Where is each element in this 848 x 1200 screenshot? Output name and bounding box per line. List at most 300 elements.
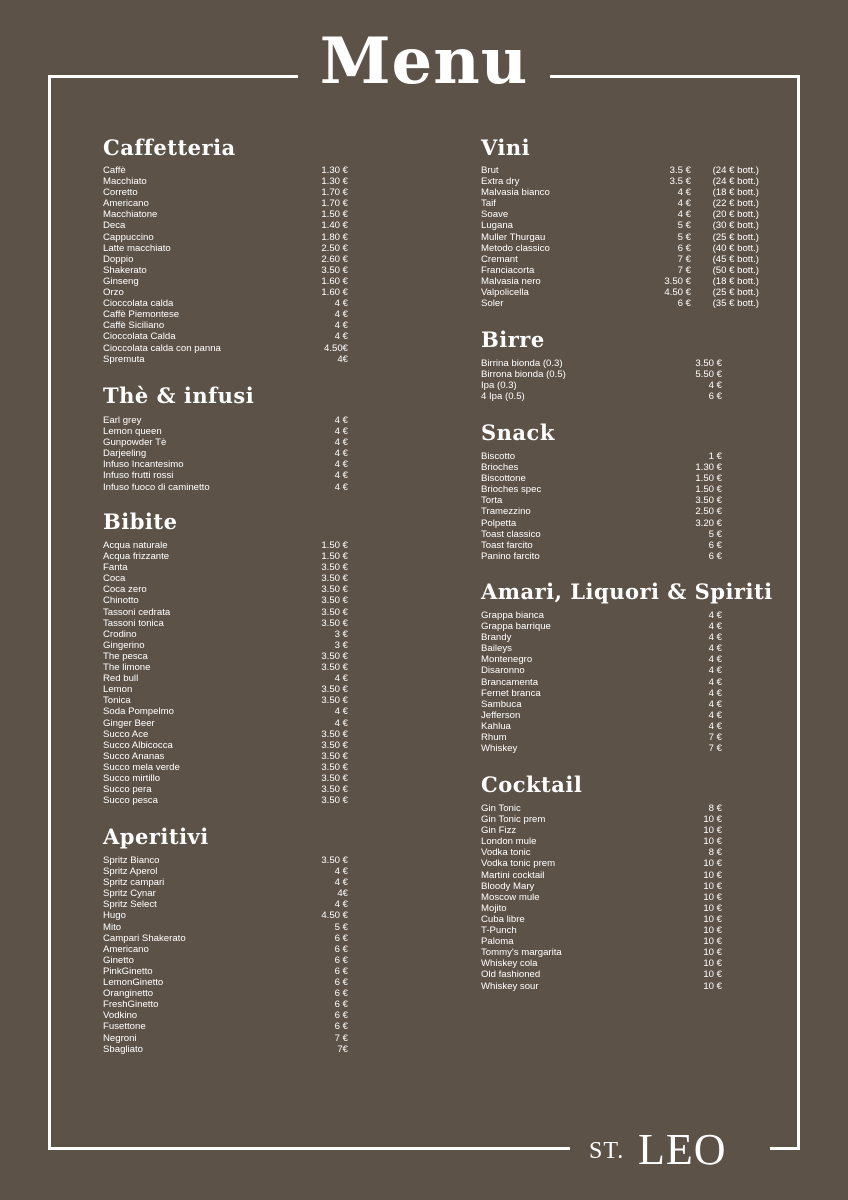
menu-item-name: London mule <box>481 836 537 848</box>
menu-item <box>103 320 348 331</box>
list-bibite <box>103 540 348 806</box>
menu-item-price: 4 € <box>334 298 348 310</box>
menu-item-price: 4 € <box>334 309 348 321</box>
menu-item-price: 6 € <box>677 242 691 254</box>
menu-item-price: 7 € <box>708 732 722 744</box>
menu-item-price: 3.50 € <box>321 750 348 762</box>
menu-item-name: Red bull <box>103 673 139 685</box>
menu-item-bottle-price: (30 € bott.) <box>712 220 759 232</box>
menu-item <box>103 415 348 426</box>
menu-item-name: Muller Thurgau <box>481 231 546 243</box>
menu-item-price: 10 € <box>703 936 722 948</box>
menu-item-price: 3.50 € <box>664 275 691 287</box>
menu-item-price: 1.70 € <box>321 187 348 199</box>
menu-item <box>103 198 348 209</box>
menu-item-name: Succo mirtillo <box>103 772 161 784</box>
menu-item-price: 6 € <box>334 943 348 955</box>
menu-item <box>103 220 348 231</box>
menu-item-price: 3.50 € <box>321 573 348 585</box>
menu-item <box>103 584 348 595</box>
menu-item-name: Biscotto <box>481 451 516 462</box>
menu-item-price: 3.50 € <box>321 784 348 796</box>
menu-item-name: Taif <box>481 198 496 210</box>
menu-item-name: Whiskey sour <box>481 980 539 992</box>
menu-item-price: 6 € <box>334 1021 348 1033</box>
menu-item-price: 8 € <box>708 803 722 814</box>
menu-item <box>103 706 348 717</box>
menu-item <box>103 187 348 198</box>
menu-item <box>103 999 348 1010</box>
menu-item <box>481 391 722 402</box>
menu-item-price: 4 € <box>334 426 348 438</box>
menu-item <box>103 773 348 784</box>
menu-item-name: Tassoni tonica <box>103 617 164 629</box>
menu-item <box>103 562 348 573</box>
menu-item-name: Gin Fizz <box>481 825 517 837</box>
menu-item-name: Campari Shakerato <box>103 932 186 944</box>
menu-item-name: Deca <box>103 220 126 232</box>
menu-item <box>481 220 759 231</box>
menu-item <box>103 784 348 795</box>
menu-item-price: 4 € <box>334 415 348 426</box>
menu-item <box>481 710 722 721</box>
menu-item-name: Cremant <box>481 253 518 265</box>
menu-item <box>481 847 722 858</box>
menu-item-name: Mito <box>103 921 122 933</box>
menu-item-name: Grappa bianca <box>481 610 544 621</box>
menu-item-name: Jefferson <box>481 709 521 721</box>
menu-item-price: 3.50 € <box>321 606 348 618</box>
menu-item-bottle-price: (24 € bott.) <box>712 165 759 176</box>
menu-item-price: 10 € <box>703 880 722 892</box>
menu-item <box>481 551 722 562</box>
menu-item-price: 4.50€ <box>323 342 348 354</box>
menu-item-price: 3.50 € <box>321 795 348 807</box>
menu-item <box>103 1021 348 1032</box>
menu-item <box>481 298 759 309</box>
menu-item-price: 1 € <box>708 451 722 462</box>
menu-item-price: 4 € <box>708 632 722 644</box>
menu-item <box>481 903 722 914</box>
logo-leo: LEO <box>638 1125 727 1174</box>
menu-item-price: 7 € <box>677 253 691 265</box>
menu-item <box>481 287 759 298</box>
menu-item-name: Toast classico <box>481 528 541 540</box>
menu-item-bottle-price: (24 € bott.) <box>712 176 759 188</box>
menu-item <box>481 699 722 710</box>
menu-item-name: Ginseng <box>103 275 139 287</box>
menu-item-name: Birrina bionda (0.3) <box>481 358 563 369</box>
menu-item-price: 4 € <box>708 610 722 621</box>
menu-item <box>103 933 348 944</box>
menu-item-price: 4 € <box>708 698 722 710</box>
menu-item-name: Americano <box>103 198 149 210</box>
menu-item-price: 3.50 € <box>321 584 348 596</box>
menu-item-price: 10 € <box>703 814 722 826</box>
menu-item <box>481 232 759 243</box>
menu-item-price: 4 € <box>334 706 348 718</box>
menu-item <box>481 643 722 654</box>
menu-item-name: T-Punch <box>481 925 517 937</box>
menu-item-name: Whiskey cola <box>481 958 538 970</box>
menu-item <box>103 795 348 806</box>
menu-item <box>481 814 722 825</box>
menu-item-bottle-price: (35 € bott.) <box>712 298 759 310</box>
menu-item-name: Spritz campari <box>103 877 165 889</box>
menu-item-price: 4 € <box>334 877 348 889</box>
menu-item <box>103 944 348 955</box>
menu-item <box>103 629 348 640</box>
menu-item <box>103 966 348 977</box>
menu-item <box>103 1010 348 1021</box>
menu-item-name: Chinotto <box>103 595 139 607</box>
menu-item-price: 10 € <box>703 858 722 870</box>
menu-item-price: 6 € <box>708 391 722 403</box>
menu-item-name: Darjeeling <box>103 448 147 460</box>
section-title-amari: Amari, Liquori & Spiriti <box>481 579 773 604</box>
menu-item-price: 2.50 € <box>321 242 348 254</box>
menu-item-name: Succo Ace <box>103 728 149 740</box>
menu-item-price: 3.50 € <box>321 595 348 607</box>
menu-item <box>481 484 722 495</box>
section-title-birre: Birre <box>481 327 545 352</box>
menu-item-name: Brancamenta <box>481 676 539 688</box>
menu-item <box>481 914 722 925</box>
menu-item <box>103 922 348 933</box>
menu-item-name: Montenegro <box>481 654 533 666</box>
menu-item-name: Cappuccino <box>103 231 154 243</box>
menu-item-price: 3.50 € <box>321 662 348 674</box>
menu-item <box>481 495 722 506</box>
menu-item-price: 4 € <box>334 899 348 911</box>
menu-item <box>481 947 722 958</box>
menu-item-price: 1.50 € <box>695 473 722 485</box>
menu-item-price: 4 € <box>677 198 691 210</box>
page-title: Menu <box>319 24 529 99</box>
menu-item <box>481 632 722 643</box>
menu-item-name: The limone <box>103 662 151 674</box>
menu-item-price: 3.50 € <box>321 772 348 784</box>
menu-item-name: Spritz Cynar <box>103 888 156 900</box>
list-aperitivi <box>103 855 348 1055</box>
menu-item-name: Valpolicella <box>481 287 529 299</box>
menu-item <box>481 451 722 462</box>
list-snack <box>481 451 722 562</box>
menu-item <box>103 855 348 866</box>
menu-item-name: Crodino <box>103 628 137 640</box>
menu-item-price: 4 € <box>708 709 722 721</box>
menu-item-bottle-price: (40 € bott.) <box>712 242 759 254</box>
menu-item <box>103 482 348 493</box>
menu-item-name: Caffè Siciliano <box>103 320 165 332</box>
menu-item-price: 4€ <box>337 888 348 900</box>
menu-item-name: Americano <box>103 943 149 955</box>
menu-item-name: Extra dry <box>481 176 520 188</box>
menu-item <box>103 209 348 220</box>
menu-item <box>103 276 348 287</box>
menu-item-price: 6 € <box>334 999 348 1011</box>
menu-item-price: 10 € <box>703 869 722 881</box>
menu-item <box>481 187 759 198</box>
menu-item-name: Lugana <box>481 220 514 232</box>
menu-item-name: Succo pesca <box>103 795 158 807</box>
menu-item-price: 4 € <box>334 320 348 332</box>
menu-item <box>481 254 759 265</box>
menu-item-price: 3.50 € <box>321 562 348 574</box>
menu-item-price: 4 € <box>334 448 348 460</box>
menu-item-name: Fernet branca <box>481 687 541 699</box>
menu-item-name: Gin Tonic prem <box>481 814 546 826</box>
menu-item-name: Panino farcito <box>481 550 540 562</box>
menu-item-price: 4 € <box>334 437 348 449</box>
menu-item-name: Negroni <box>103 1032 137 1044</box>
menu-item-name: Fusettone <box>103 1021 146 1033</box>
menu-item-name: Hugo <box>103 910 126 922</box>
menu-item-name: Infuso fuoco di caminetto <box>103 481 210 493</box>
menu-item-price: 2.50 € <box>695 506 722 518</box>
menu-item-name: Malvasia bianco <box>481 187 550 199</box>
menu-item-price: 3.50 € <box>321 264 348 276</box>
menu-item <box>481 529 722 540</box>
menu-item <box>103 448 348 459</box>
menu-item-price: 4 € <box>708 687 722 699</box>
menu-item-name: FreshGinetto <box>103 999 159 1011</box>
menu-item <box>103 673 348 684</box>
menu-item <box>103 618 348 629</box>
menu-item-price: 7€ <box>337 1043 348 1055</box>
list-caffetteria <box>103 165 348 365</box>
menu-item-name: Polpetta <box>481 517 517 529</box>
menu-item <box>481 688 722 699</box>
menu-item <box>103 662 348 673</box>
menu-item-name: Martini cocktail <box>481 869 545 881</box>
menu-item-price: 10 € <box>703 925 722 937</box>
menu-item-price: 5 € <box>677 220 691 232</box>
menu-item-name: Disaronno <box>481 665 525 677</box>
menu-item-price: 10 € <box>703 891 722 903</box>
menu-item-price: 6 € <box>708 550 722 562</box>
menu-item <box>103 343 348 354</box>
menu-item-name: Vodkino <box>103 1010 138 1022</box>
menu-item-name: Sambuca <box>481 698 522 710</box>
menu-item-name: Infuso Incantesimo <box>103 459 184 471</box>
menu-item-price: 4 € <box>334 866 348 878</box>
menu-item <box>103 751 348 762</box>
menu-item <box>481 892 722 903</box>
menu-item <box>481 803 722 814</box>
menu-item-price: 1.50 € <box>695 484 722 496</box>
menu-item-name: Spritz Select <box>103 899 157 911</box>
menu-item-name: Macchiatone <box>103 209 158 221</box>
menu-item-name: Ginetto <box>103 954 134 966</box>
menu-item-price: 7 € <box>334 1032 348 1044</box>
menu-item <box>103 651 348 662</box>
menu-item <box>103 607 348 618</box>
menu-item <box>481 610 722 621</box>
menu-item-price: 5 € <box>334 921 348 933</box>
menu-item-name: Tassoni cedrata <box>103 606 171 618</box>
menu-item <box>103 1044 348 1055</box>
menu-item-price: 1.30 € <box>321 165 348 176</box>
menu-item-name: Biscottone <box>481 473 526 485</box>
menu-item-name: Earl grey <box>103 415 142 426</box>
menu-item-price: 6 € <box>334 965 348 977</box>
menu-item <box>103 910 348 921</box>
menu-item <box>103 740 348 751</box>
menu-item-price: 10 € <box>703 980 722 992</box>
menu-item <box>481 369 722 380</box>
menu-item <box>103 298 348 309</box>
menu-item-price: 7 € <box>677 264 691 276</box>
menu-item-name: Corretto <box>103 187 138 199</box>
menu-item <box>103 540 348 551</box>
menu-item-name: Whiskey <box>481 743 518 755</box>
menu-item-price: 4 € <box>334 459 348 471</box>
menu-item <box>103 243 348 254</box>
menu-item <box>103 331 348 342</box>
menu-item-price: 10 € <box>703 913 722 925</box>
menu-item-price: 3.50 € <box>321 695 348 707</box>
menu-item <box>481 665 722 676</box>
menu-item-name: The pesca <box>103 650 148 662</box>
menu-item-name: Brioches spec <box>481 484 542 496</box>
menu-item-bottle-price: (45 € bott.) <box>712 253 759 265</box>
menu-item-price: 4 € <box>708 654 722 666</box>
menu-item-price: 4 € <box>334 673 348 685</box>
menu-item-price: 6 € <box>677 298 691 310</box>
menu-item-name: Brioches <box>481 462 519 474</box>
menu-item-name: Coca zero <box>103 584 147 596</box>
menu-item <box>103 426 348 437</box>
menu-item <box>103 899 348 910</box>
menu-item-price: 3.50 € <box>695 358 722 369</box>
menu-item-name: Cuba libre <box>481 913 525 925</box>
menu-item-price: 10 € <box>703 836 722 848</box>
menu-item-price: 3 € <box>334 639 348 651</box>
menu-item-name: Cioccolata Calda <box>103 331 176 343</box>
menu-item <box>103 254 348 265</box>
menu-item-price: 3.50 € <box>321 728 348 740</box>
menu-item-name: Bloody Mary <box>481 880 535 892</box>
menu-item-name: Paloma <box>481 936 514 948</box>
menu-item <box>481 276 759 287</box>
menu-item <box>481 198 759 209</box>
menu-item-name: Oranginetto <box>103 988 154 1000</box>
menu-item <box>103 695 348 706</box>
menu-item-price: 6 € <box>334 932 348 944</box>
list-the <box>103 415 348 493</box>
menu-item-name: Kahlua <box>481 720 511 732</box>
section-title-cocktail: Cocktail <box>481 772 583 797</box>
menu-item-name: LemonGinetto <box>103 977 164 989</box>
menu-item <box>481 621 722 632</box>
menu-item-name: Tommy's margarita <box>481 947 562 959</box>
list-birre <box>481 358 722 402</box>
menu-item-price: 4.50 € <box>664 287 691 299</box>
menu-item-name: Spritz Aperol <box>103 866 158 878</box>
menu-item-name: Latte macchiato <box>103 242 171 254</box>
menu-item-name: Birrona bionda (0.5) <box>481 369 566 381</box>
menu-item-price: 4 € <box>677 209 691 221</box>
menu-item-price: 3.5 € <box>669 165 691 176</box>
frame-left-line <box>48 75 51 1150</box>
menu-item-price: 6 € <box>334 977 348 989</box>
menu-item <box>481 540 722 551</box>
menu-item <box>103 762 348 773</box>
menu-item-price: 1.30 € <box>695 462 722 474</box>
section-title-the: Thè & infusi <box>103 383 255 408</box>
menu-item-price: 10 € <box>703 825 722 837</box>
menu-item <box>103 888 348 899</box>
menu-item <box>103 988 348 999</box>
menu-item-price: 1.60 € <box>321 287 348 299</box>
menu-item <box>481 743 722 754</box>
menu-item <box>481 969 722 980</box>
section-title-bibite: Bibite <box>103 509 178 534</box>
menu-item-name: Infuso frutti rossi <box>103 470 174 482</box>
list-vini <box>481 165 759 309</box>
menu-item <box>481 981 722 992</box>
menu-item-name: Cioccolata calda <box>103 298 174 310</box>
menu-item-name: Succo Albicocca <box>103 739 173 751</box>
menu-item-name: Rhum <box>481 732 507 744</box>
section-title-snack: Snack <box>481 420 555 445</box>
menu-item-name: Old fashioned <box>481 969 541 981</box>
menu-item <box>481 936 722 947</box>
menu-item-price: 8 € <box>708 847 722 859</box>
menu-item-name: Lemon queen <box>103 426 162 438</box>
menu-item-name: Doppio <box>103 253 134 265</box>
menu-item-name: Tonica <box>103 695 131 707</box>
menu-item-price: 4 € <box>708 643 722 655</box>
menu-item-name: Caffè Piemontese <box>103 309 180 321</box>
menu-item <box>481 925 722 936</box>
menu-item-price: 5 € <box>677 231 691 243</box>
menu-item-name: Tramezzino <box>481 506 531 518</box>
menu-item-price: 3.50 € <box>321 739 348 751</box>
menu-item <box>481 858 722 869</box>
menu-item-price: 3.20 € <box>695 517 722 529</box>
menu-item-bottle-price: (18 € bott.) <box>712 275 759 287</box>
menu-item <box>103 877 348 888</box>
menu-item <box>103 866 348 877</box>
menu-item-name: Moscow mule <box>481 891 540 903</box>
menu-item-name: Grappa barrique <box>481 621 551 633</box>
menu-item-price: 4 € <box>334 331 348 343</box>
menu-item-name: Brut <box>481 165 499 176</box>
menu-item <box>103 573 348 584</box>
menu-item <box>481 176 759 187</box>
menu-item <box>103 640 348 651</box>
menu-item-name: Cioccolata calda con panna <box>103 342 221 354</box>
menu-item-name: Ginger Beer <box>103 717 155 729</box>
menu-item-price: 4 € <box>708 380 722 392</box>
menu-item-price: 1.50 € <box>321 209 348 221</box>
menu-item-price: 5 € <box>708 528 722 540</box>
menu-item-name: Macchiato <box>103 176 147 188</box>
menu-item-name: Soler <box>481 298 504 310</box>
list-cocktail <box>481 803 722 992</box>
menu-item-name: Caffè <box>103 165 126 176</box>
menu-item <box>481 506 722 517</box>
menu-item-price: 3.50 € <box>321 855 348 866</box>
menu-item-name: Acqua frizzante <box>103 551 170 563</box>
menu-item-name: Orzo <box>103 287 124 299</box>
menu-item-bottle-price: (25 € bott.) <box>712 287 759 299</box>
menu-item <box>103 437 348 448</box>
menu-item <box>481 825 722 836</box>
menu-item-bottle-price: (50 € bott.) <box>712 264 759 276</box>
